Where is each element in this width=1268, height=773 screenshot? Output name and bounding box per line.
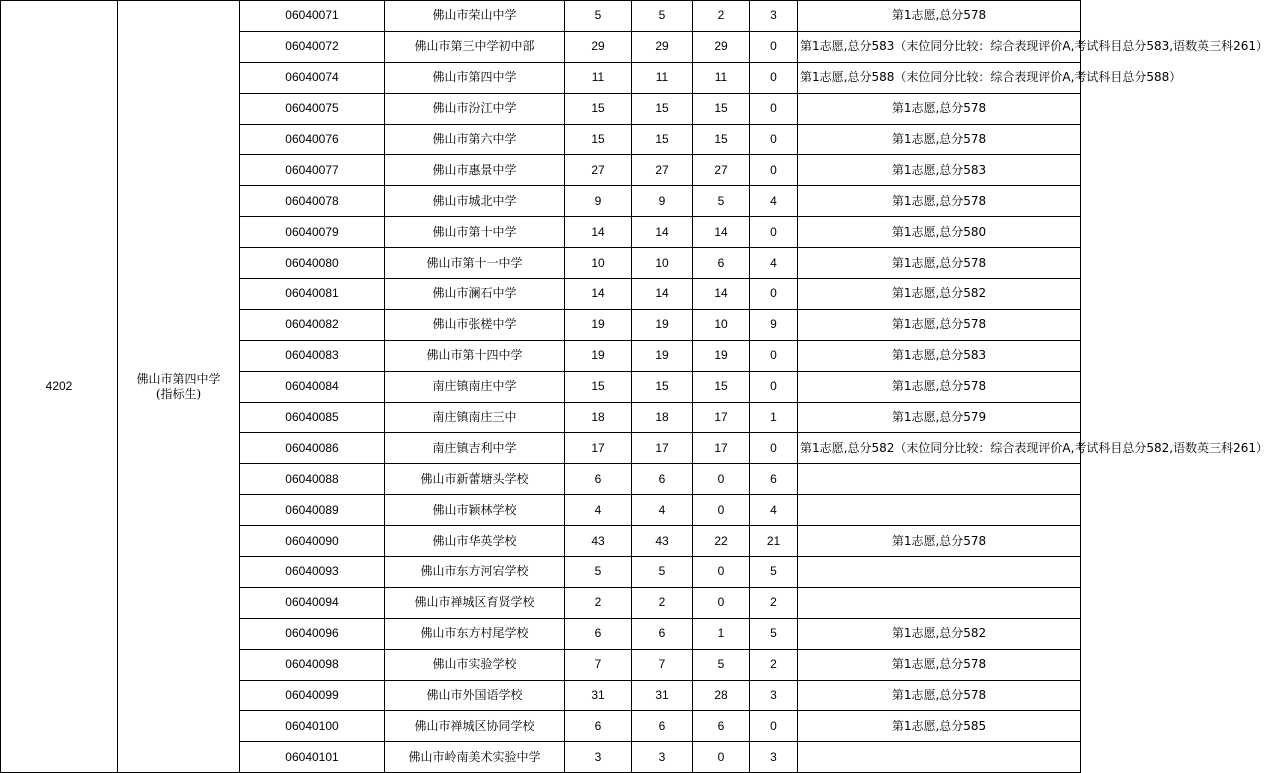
admitted-cell: 15 <box>693 371 750 402</box>
plan-cell: 19 <box>632 340 693 371</box>
plan-cell: 11 <box>632 62 693 93</box>
target-school-line: 佛山市第四中学 <box>136 371 221 386</box>
plan-cell: 19 <box>632 309 693 340</box>
school-code-cell: 06040089 <box>240 495 385 526</box>
remark-cell <box>798 557 1081 588</box>
remark-cell <box>798 464 1081 495</box>
admitted-cell: 14 <box>693 217 750 248</box>
admitted-cell: 0 <box>693 587 750 618</box>
school-code-cell: 06040080 <box>240 248 385 279</box>
quota-cell: 11 <box>565 62 632 93</box>
quota-cell: 19 <box>565 340 632 371</box>
admitted-cell: 0 <box>693 464 750 495</box>
plan-cell: 15 <box>632 124 693 155</box>
school-name-cell: 南庄镇南庄三中 <box>385 402 565 433</box>
school-code-cell: 06040071 <box>240 1 385 32</box>
quota-cell: 27 <box>565 155 632 186</box>
table-row <box>1 1 1081 32</box>
school-code-cell: 06040088 <box>240 464 385 495</box>
school-name-cell: 佛山市澜石中学 <box>385 279 565 310</box>
remark-cell: 第1志愿,总分582 <box>798 279 1081 310</box>
remark-cell: 第1志愿,总分578 <box>798 649 1081 680</box>
quota-cell: 3 <box>565 742 632 773</box>
remaining-cell: 0 <box>750 62 798 93</box>
quota-cell: 7 <box>565 649 632 680</box>
school-code-cell: 06040083 <box>240 340 385 371</box>
school-code-cell: 06040099 <box>240 680 385 711</box>
admitted-cell: 6 <box>693 248 750 279</box>
remark-cell: 第1志愿,总分580 <box>798 217 1081 248</box>
admitted-cell: 17 <box>693 402 750 433</box>
plan-cell: 6 <box>632 711 693 742</box>
remaining-cell: 0 <box>750 433 798 464</box>
remark-cell: 第1志愿,总分582 <box>798 618 1081 649</box>
school-name-cell: 佛山市第六中学 <box>385 124 565 155</box>
plan-cell: 43 <box>632 526 693 557</box>
quota-cell: 5 <box>565 557 632 588</box>
school-name-cell: 佛山市华英学校 <box>385 526 565 557</box>
admitted-cell: 15 <box>693 93 750 124</box>
remaining-cell: 0 <box>750 340 798 371</box>
quota-cell: 31 <box>565 680 632 711</box>
school-name-cell: 佛山市荣山中学 <box>385 1 565 32</box>
remaining-cell: 9 <box>750 309 798 340</box>
plan-cell: 31 <box>632 680 693 711</box>
school-code-cell: 06040075 <box>240 93 385 124</box>
remark-cell: 第1志愿,总分582（末位同分比较：综合表现评价A,考试科目总分582,语数英三科261） <box>798 433 1081 464</box>
quota-cell: 43 <box>565 526 632 557</box>
school-name-cell: 南庄镇南庄中学 <box>385 371 565 402</box>
plan-cell: 5 <box>632 557 693 588</box>
plan-cell: 4 <box>632 495 693 526</box>
plan-cell: 18 <box>632 402 693 433</box>
quota-cell: 2 <box>565 587 632 618</box>
school-name-cell: 佛山市第十中学 <box>385 217 565 248</box>
plan-cell: 3 <box>632 742 693 773</box>
school-code-cell: 06040074 <box>240 62 385 93</box>
admitted-cell: 10 <box>693 309 750 340</box>
school-code-cell: 06040081 <box>240 279 385 310</box>
admitted-cell: 28 <box>693 680 750 711</box>
remark-cell: 第1志愿,总分583 <box>798 340 1081 371</box>
admitted-cell: 27 <box>693 155 750 186</box>
school-code-cell: 06040082 <box>240 309 385 340</box>
school-name-cell: 佛山市惠景中学 <box>385 155 565 186</box>
remark-cell: 第1志愿,总分578 <box>798 1 1081 32</box>
school-code-cell: 06040093 <box>240 557 385 588</box>
remaining-cell: 4 <box>750 186 798 217</box>
quota-cell: 19 <box>565 309 632 340</box>
school-code-cell: 06040078 <box>240 186 385 217</box>
plan-cell: 14 <box>632 217 693 248</box>
remark-cell: 第1志愿,总分578 <box>798 248 1081 279</box>
plan-cell: 9 <box>632 186 693 217</box>
school-code-cell: 06040072 <box>240 31 385 62</box>
school-code-cell: 06040096 <box>240 618 385 649</box>
remark-cell <box>798 587 1081 618</box>
quota-cell: 5 <box>565 1 632 32</box>
target-school-cell <box>118 1 240 773</box>
school-code-cell: 06040079 <box>240 217 385 248</box>
school-code-cell: 06040077 <box>240 155 385 186</box>
remark-cell <box>798 742 1081 773</box>
remaining-cell: 0 <box>750 124 798 155</box>
plan-cell: 27 <box>632 155 693 186</box>
admitted-cell: 2 <box>693 1 750 32</box>
school-code-cell: 06040101 <box>240 742 385 773</box>
school-code-cell: 06040090 <box>240 526 385 557</box>
school-code-cell: 06040094 <box>240 587 385 618</box>
plan-cell: 10 <box>632 248 693 279</box>
remaining-cell: 3 <box>750 680 798 711</box>
remark-cell <box>798 495 1081 526</box>
table-body <box>1 1 1268 773</box>
plan-cell: 7 <box>632 649 693 680</box>
plan-cell: 5 <box>632 1 693 32</box>
school-name-cell: 佛山市汾江中学 <box>385 93 565 124</box>
quota-cell: 17 <box>565 433 632 464</box>
admitted-cell: 0 <box>693 495 750 526</box>
quota-cell: 9 <box>565 186 632 217</box>
target-school-line: (指标生) <box>155 386 202 401</box>
quota-cell: 15 <box>565 371 632 402</box>
remaining-cell: 1 <box>750 402 798 433</box>
quota-cell: 18 <box>565 402 632 433</box>
remaining-cell: 0 <box>750 93 798 124</box>
remark-cell: 第1志愿,总分588（末位同分比较：综合表现评价A,考试科目总分588） <box>798 62 1081 93</box>
quota-cell: 29 <box>565 31 632 62</box>
plan-cell: 14 <box>632 279 693 310</box>
school-name-cell: 佛山市外国语学校 <box>385 680 565 711</box>
school-name-cell: 佛山市第四中学 <box>385 62 565 93</box>
remaining-cell: 2 <box>750 587 798 618</box>
remaining-cell: 0 <box>750 217 798 248</box>
school-code-cell: 06040098 <box>240 649 385 680</box>
remaining-cell: 6 <box>750 464 798 495</box>
quota-cell: 14 <box>565 217 632 248</box>
quota-cell: 6 <box>565 618 632 649</box>
remaining-cell: 4 <box>750 495 798 526</box>
remaining-cell: 2 <box>750 649 798 680</box>
school-name-cell: 佛山市第三中学初中部 <box>385 31 565 62</box>
quota-cell: 4 <box>565 495 632 526</box>
admitted-cell: 14 <box>693 279 750 310</box>
remaining-cell: 0 <box>750 155 798 186</box>
remaining-cell: 0 <box>750 279 798 310</box>
plan-cell: 15 <box>632 371 693 402</box>
school-code-cell: 06040084 <box>240 371 385 402</box>
remaining-cell: 0 <box>750 31 798 62</box>
remark-cell: 第1志愿,总分579 <box>798 402 1081 433</box>
school-name-cell: 佛山市第十四中学 <box>385 340 565 371</box>
remark-cell: 第1志愿,总分578 <box>798 93 1081 124</box>
remaining-cell: 5 <box>750 618 798 649</box>
plan-cell: 6 <box>632 618 693 649</box>
remark-cell: 第1志愿,总分578 <box>798 526 1081 557</box>
remaining-cell: 21 <box>750 526 798 557</box>
remark-cell: 第1志愿,总分583 <box>798 155 1081 186</box>
admitted-cell: 11 <box>693 62 750 93</box>
school-code-cell: 06040076 <box>240 124 385 155</box>
remark-cell: 第1志愿,总分578 <box>798 371 1081 402</box>
remark-cell: 第1志愿,总分578 <box>798 309 1081 340</box>
quota-cell: 6 <box>565 464 632 495</box>
remark-cell: 第1志愿,总分578 <box>798 124 1081 155</box>
quota-cell: 15 <box>565 93 632 124</box>
admitted-cell: 19 <box>693 340 750 371</box>
quota-cell: 14 <box>565 279 632 310</box>
school-code-cell: 06040085 <box>240 402 385 433</box>
plan-cell: 6 <box>632 464 693 495</box>
admitted-cell: 0 <box>693 557 750 588</box>
remaining-cell: 0 <box>750 711 798 742</box>
admitted-cell: 17 <box>693 433 750 464</box>
school-name-cell: 佛山市岭南美术实验中学 <box>385 742 565 773</box>
group-code-cell: 4202 <box>1 1 118 773</box>
school-code-cell: 06040086 <box>240 433 385 464</box>
admitted-cell: 15 <box>693 124 750 155</box>
plan-cell: 2 <box>632 587 693 618</box>
school-name-cell: 佛山市实验学校 <box>385 649 565 680</box>
school-name-cell: 佛山市东方村尾学校 <box>385 618 565 649</box>
remaining-cell: 3 <box>750 742 798 773</box>
remaining-cell: 0 <box>750 371 798 402</box>
school-name-cell: 佛山市东方河宕学校 <box>385 557 565 588</box>
admitted-cell: 6 <box>693 711 750 742</box>
school-name-cell: 佛山市第十一中学 <box>385 248 565 279</box>
school-name-cell: 南庄镇吉利中学 <box>385 433 565 464</box>
school-name-cell: 佛山市禅城区协同学校 <box>385 711 565 742</box>
remaining-cell: 5 <box>750 557 798 588</box>
remark-cell: 第1志愿,总分583（末位同分比较：综合表现评价A,考试科目总分583,语数英三科261） <box>798 31 1081 62</box>
admitted-cell: 1 <box>693 618 750 649</box>
school-name-cell: 佛山市张槎中学 <box>385 309 565 340</box>
admitted-cell: 5 <box>693 186 750 217</box>
plan-cell: 17 <box>632 433 693 464</box>
school-name-cell: 佛山市颖林学校 <box>385 495 565 526</box>
admitted-cell: 29 <box>693 31 750 62</box>
admitted-cell: 22 <box>693 526 750 557</box>
remaining-cell: 4 <box>750 248 798 279</box>
remark-cell: 第1志愿,总分578 <box>798 186 1081 217</box>
remark-cell: 第1志愿,总分585 <box>798 711 1081 742</box>
admitted-cell: 0 <box>693 742 750 773</box>
school-name-cell: 佛山市新蕾塘头学校 <box>385 464 565 495</box>
plan-cell: 29 <box>632 31 693 62</box>
remaining-cell: 3 <box>750 1 798 32</box>
plan-cell: 15 <box>632 93 693 124</box>
remark-cell: 第1志愿,总分578 <box>798 680 1081 711</box>
admitted-cell: 5 <box>693 649 750 680</box>
quota-cell: 10 <box>565 248 632 279</box>
quota-cell: 15 <box>565 124 632 155</box>
quota-cell: 6 <box>565 711 632 742</box>
school-name-cell: 佛山市城北中学 <box>385 186 565 217</box>
school-name-cell: 佛山市禅城区育贤学校 <box>385 587 565 618</box>
school-code-cell: 06040100 <box>240 711 385 742</box>
